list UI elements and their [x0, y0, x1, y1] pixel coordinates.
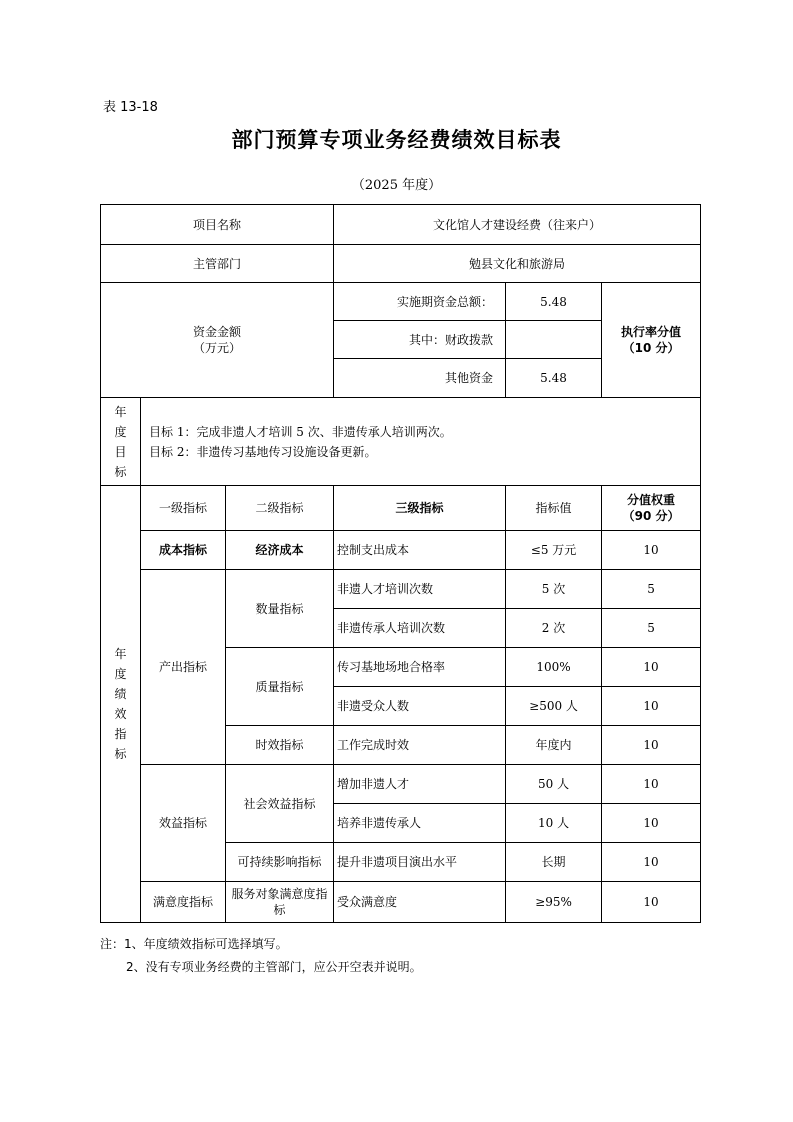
social-benefit-indicator: 社会效益指标 — [226, 765, 334, 843]
output-value: 年度内 — [506, 726, 602, 765]
table-row — [101, 882, 701, 923]
table-row — [101, 531, 701, 570]
annual-goals-label — [101, 398, 141, 486]
goal-1: 目标 1：完成非遗人才培训 5 次、非遗传承人培训两次。 — [149, 424, 452, 439]
indicators-label-char: 标 — [114, 747, 127, 761]
benefit-weight: 10 — [602, 843, 701, 882]
satisfaction-l3: 受众满意度 — [334, 882, 506, 923]
service-satisfaction-indicator: 服务对象满意度指标 — [226, 882, 334, 923]
benefit-value: 长期 — [506, 843, 602, 882]
quality-indicator: 质量指标 — [226, 648, 334, 726]
output-l3: 非遗人才培训次数 — [334, 570, 506, 609]
department-row — [101, 245, 701, 283]
project-name-row — [101, 205, 701, 245]
goal-2: 目标 2：非遗传习基地传习设施设备更新。 — [149, 444, 377, 459]
quantity-indicator: 数量指标 — [226, 570, 334, 648]
cost-l3: 控制支出成本 — [334, 531, 506, 570]
benefit-l3: 培养非遗传承人 — [334, 804, 506, 843]
funds-label: 资金金额 — [193, 325, 242, 339]
performance-target-table — [100, 204, 701, 923]
document-title: 部门预算专项业务经费绩效目标表 — [231, 128, 562, 152]
output-value: 100% — [506, 648, 602, 687]
benefit-value: 10 人 — [506, 804, 602, 843]
funds-total-row — [101, 283, 701, 321]
exec-rate-label: 执行率分值 — [621, 325, 682, 339]
indicators-label-char: 度 — [114, 667, 127, 681]
header-weight — [602, 486, 701, 531]
note-1: 注：1、年度绩效指标可选择填写。 — [100, 937, 288, 951]
output-value: ≥500 人 — [506, 687, 602, 726]
output-value: 2 次 — [506, 609, 602, 648]
header-level2: 二级指标 — [226, 486, 334, 531]
benefit-value: 50 人 — [506, 765, 602, 804]
table-row — [101, 765, 701, 804]
fiscal-funds-value — [506, 321, 602, 359]
funds-label-cell — [101, 283, 334, 398]
output-value: 5 次 — [506, 570, 602, 609]
cost-value: ≤5 万元 — [506, 531, 602, 570]
cost-indicator: 成本指标 — [141, 531, 226, 570]
output-weight: 5 — [602, 609, 701, 648]
header-value: 指标值 — [506, 486, 602, 531]
fiscal-funds-label: 其中：财政拨款 — [334, 321, 506, 359]
other-funds-label: 其他资金 — [334, 359, 506, 398]
annual-goals-row — [101, 398, 701, 486]
annual-goals-content — [141, 398, 701, 486]
total-funds-label: 实施期资金总额： — [334, 283, 506, 321]
satisfaction-indicator: 满意度指标 — [141, 882, 226, 923]
benefit-l3: 提升非遗项目演出水平 — [334, 843, 506, 882]
output-weight: 10 — [602, 648, 701, 687]
benefit-indicator: 效益指标 — [141, 765, 226, 882]
department-label: 主管部门 — [101, 245, 334, 283]
table-row — [101, 570, 701, 609]
output-l3: 工作完成时效 — [334, 726, 506, 765]
benefit-weight: 10 — [602, 804, 701, 843]
output-weight: 10 — [602, 687, 701, 726]
department-value: 勉县文化和旅游局 — [334, 245, 701, 283]
satisfaction-value: ≥95% — [506, 882, 602, 923]
benefit-l3: 增加非遗人才 — [334, 765, 506, 804]
output-l3: 非遗传承人培训次数 — [334, 609, 506, 648]
total-funds-value: 5.48 — [506, 283, 602, 321]
timeliness-indicator: 时效指标 — [226, 726, 334, 765]
satisfaction-weight: 10 — [602, 882, 701, 923]
exec-rate-score: （10 分） — [622, 341, 680, 355]
indicators-label-char: 效 — [114, 707, 127, 721]
table-number: 表 13-18 — [103, 100, 158, 115]
cost-weight: 10 — [602, 531, 701, 570]
output-indicator: 产出指标 — [141, 570, 226, 765]
other-funds-value: 5.48 — [506, 359, 602, 398]
header-level1: 一级指标 — [141, 486, 226, 531]
output-l3: 非遗受众人数 — [334, 687, 506, 726]
header-level3: 三级指标 — [334, 486, 506, 531]
notes — [100, 933, 422, 979]
goals-label-char: 目 — [114, 444, 127, 459]
note-2: 2、没有专项业务经费的主管部门，应公开空表并说明。 — [126, 960, 422, 974]
indicator-header-row — [101, 486, 701, 531]
output-weight: 5 — [602, 570, 701, 609]
indicators-label-char: 年 — [114, 647, 127, 661]
indicators-label — [101, 486, 141, 923]
fiscal-year: （2025 年度） — [351, 178, 442, 193]
economic-cost: 经济成本 — [226, 531, 334, 570]
project-name-label: 项目名称 — [101, 205, 334, 245]
goals-label-char: 度 — [114, 424, 127, 439]
benefit-weight: 10 — [602, 765, 701, 804]
output-weight: 10 — [602, 726, 701, 765]
output-l3: 传习基地场地合格率 — [334, 648, 506, 687]
indicators-label-char: 指 — [114, 727, 127, 741]
exec-rate-cell — [602, 283, 701, 398]
sustainable-indicator: 可持续影响指标 — [226, 843, 334, 882]
goals-label-char: 标 — [114, 464, 127, 479]
header-weight-sub: （90 分） — [622, 509, 680, 523]
header-weight-label: 分值权重 — [627, 493, 676, 507]
indicators-label-char: 绩 — [114, 687, 127, 701]
funds-unit: （万元） — [193, 341, 242, 355]
goals-label-char: 年 — [114, 404, 127, 419]
project-name-value: 文化馆人才建设经费（往来户） — [334, 205, 701, 245]
